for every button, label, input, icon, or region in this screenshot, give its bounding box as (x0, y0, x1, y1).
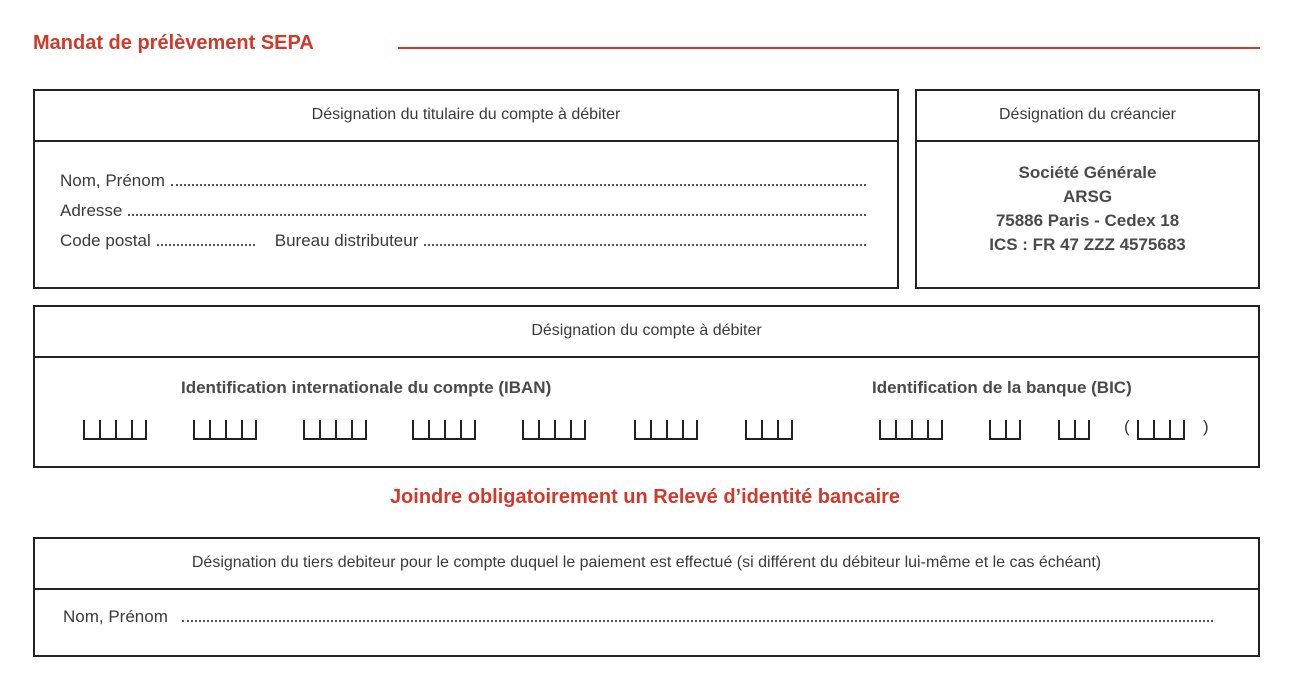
name-field[interactable] (171, 172, 866, 186)
third-party-name-row (63, 607, 1213, 627)
iban-group-6 (634, 420, 698, 440)
third-party-header-text: Désignation du tiers debiteur pour le compte duquel le paiement est effectué (si différent du débiteur lui-même et le cas échéant) (191, 554, 1102, 571)
bic-group-4 (1137, 420, 1185, 440)
iban-char-box[interactable] (460, 420, 476, 440)
bic-open-paren: ( (1124, 417, 1130, 436)
address-row (60, 201, 866, 221)
title-rule (398, 47, 1260, 49)
bic-char-box[interactable] (879, 420, 895, 440)
iban-label: Identification internationale du compte (IBAN) (181, 378, 552, 397)
iban-char-box[interactable] (335, 420, 351, 440)
third-party-name-label: Nom, Prénom (63, 607, 168, 626)
iban-group-4 (412, 420, 476, 440)
iban-char-box[interactable] (444, 420, 460, 440)
account-box-header (35, 307, 1258, 358)
name-row (60, 171, 866, 191)
bic-group-2 (989, 420, 1021, 440)
iban-char-box[interactable] (83, 420, 99, 440)
iban-char-box[interactable] (777, 420, 793, 440)
office-label: Bureau distributeur (274, 231, 419, 250)
postal-label: Code postal (60, 231, 151, 250)
iban-group-1 (83, 420, 147, 440)
iban-char-box[interactable] (225, 420, 241, 440)
iban-char-box[interactable] (538, 420, 554, 440)
iban-char-box[interactable] (570, 420, 586, 440)
bic-close-paren: ) (1203, 417, 1209, 436)
iban-char-box[interactable] (428, 420, 444, 440)
creditor-name: Société Générale (1018, 163, 1157, 182)
bic-label: Identification de la banque (BIC) (872, 378, 1132, 397)
creditor-box (915, 89, 1260, 289)
iban-char-box[interactable] (319, 420, 335, 440)
rib-notice: Joindre obligatoirement un Relevé d’identité bancaire (389, 486, 901, 508)
iban-char-box[interactable] (666, 420, 682, 440)
creditor-ics: ICS : FR 47 ZZZ 4575683 (989, 235, 1186, 254)
bic-char-box[interactable] (1137, 420, 1153, 440)
bic-char-box[interactable] (1005, 420, 1021, 440)
address-label: Adresse (60, 201, 123, 220)
bic-char-box[interactable] (927, 420, 943, 440)
account-header-text: Désignation du compte à débiter (531, 322, 762, 339)
iban-char-box[interactable] (351, 420, 367, 440)
form-title: Mandat de prélèvement SEPA (33, 32, 314, 54)
bic-group-1 (879, 420, 943, 440)
iban-char-box[interactable] (634, 420, 650, 440)
creditor-details (917, 161, 1258, 257)
iban-char-box[interactable] (745, 420, 761, 440)
bic-char-box[interactable] (895, 420, 911, 440)
iban-char-box[interactable] (115, 420, 131, 440)
iban-char-box[interactable] (650, 420, 666, 440)
bic-char-box[interactable] (1074, 420, 1090, 440)
iban-group-2 (193, 420, 257, 440)
postal-field[interactable] (157, 232, 255, 246)
bic-char-box[interactable] (1153, 420, 1169, 440)
iban-char-box[interactable] (554, 420, 570, 440)
iban-char-box[interactable] (99, 420, 115, 440)
bic-char-box[interactable] (1169, 420, 1185, 440)
iban-char-box[interactable] (241, 420, 257, 440)
bic-group-3 (1058, 420, 1090, 440)
iban-group-7 (745, 420, 793, 440)
iban-char-box[interactable] (303, 420, 319, 440)
third-party-box (33, 537, 1260, 657)
bic-char-box[interactable] (911, 420, 927, 440)
name-label: Nom, Prénom (60, 171, 165, 190)
iban-group-3 (303, 420, 367, 440)
iban-char-box[interactable] (209, 420, 225, 440)
iban-group-5 (522, 420, 586, 440)
creditor-box-header (917, 91, 1258, 142)
debtor-header-text: Désignation du titulaire du compte à débiter (311, 106, 621, 123)
creditor-header-text: Désignation du créancier (999, 106, 1176, 123)
postal-row (60, 231, 866, 251)
third-party-box-header (35, 539, 1258, 590)
iban-char-box[interactable] (522, 420, 538, 440)
creditor-service: ARSG (1062, 187, 1113, 206)
bic-char-box[interactable] (1058, 420, 1074, 440)
bic-char-box[interactable] (989, 420, 1005, 440)
iban-char-box[interactable] (761, 420, 777, 440)
iban-char-box[interactable] (682, 420, 698, 440)
iban-char-box[interactable] (131, 420, 147, 440)
office-field[interactable] (424, 232, 866, 246)
address-field[interactable] (128, 202, 866, 216)
debtor-box-header (35, 91, 897, 142)
iban-char-box[interactable] (193, 420, 209, 440)
iban-char-box[interactable] (412, 420, 428, 440)
third-party-name-field[interactable] (182, 608, 1213, 622)
debtor-box (33, 89, 899, 289)
creditor-address: 75886 Paris - Cedex 18 (995, 211, 1180, 230)
